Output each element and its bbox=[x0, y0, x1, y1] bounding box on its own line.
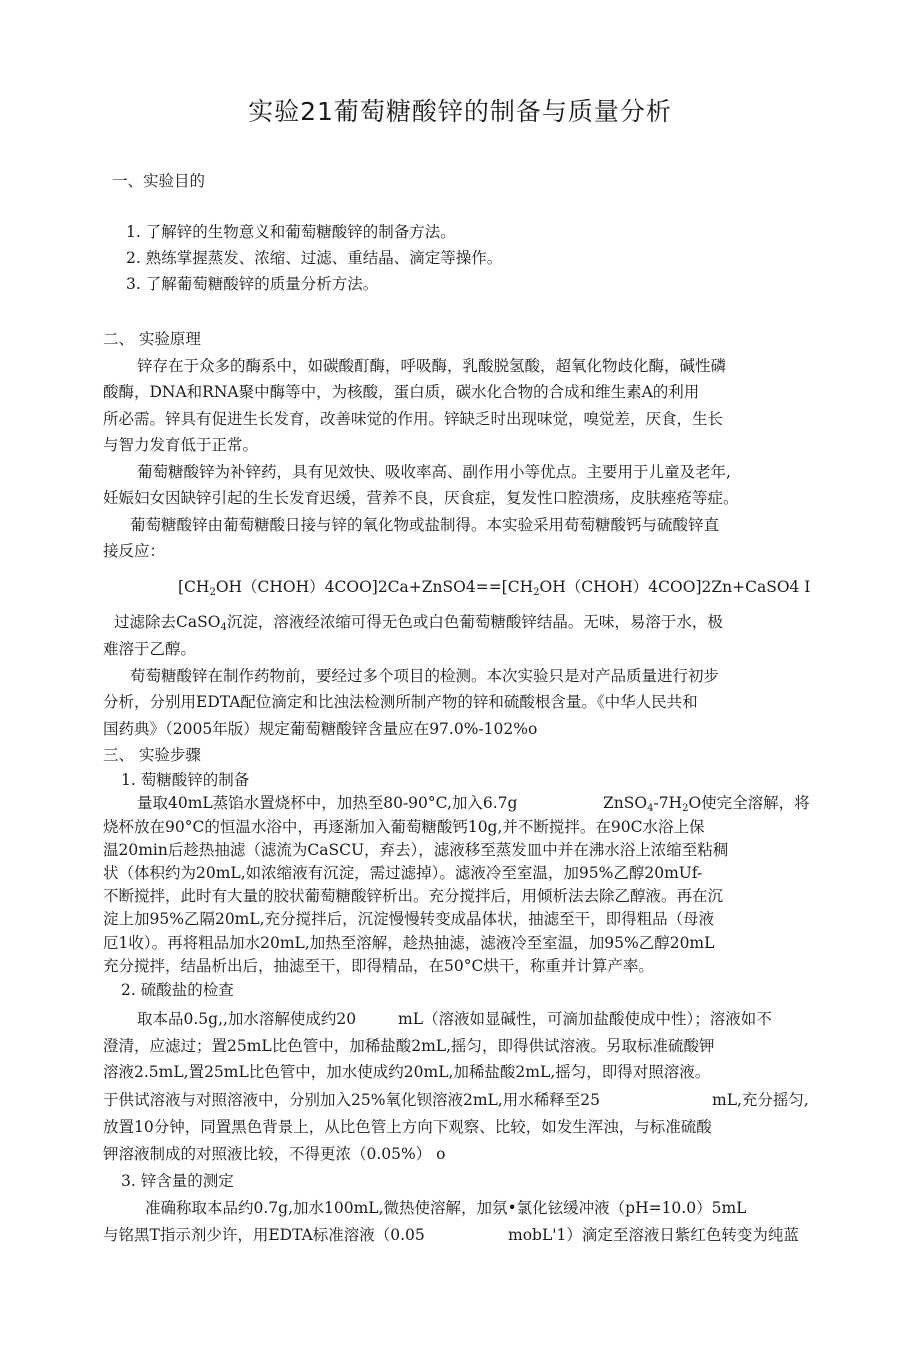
paragraph-line: 难溶于乙醇。 bbox=[103, 640, 197, 658]
objective-item: 1. 了解锌的生物意义和葡萄糖酸锌的制备方法。 bbox=[126, 223, 456, 241]
paragraph-line: 接反应： bbox=[103, 542, 166, 560]
subsection-heading: 2. 硫酸盐的检查 bbox=[121, 981, 234, 999]
paragraph-line: 过滤除去CaSO$_4$沉淀，溶液经浓缩可得无色或白色葡萄糖酸锌结晶。无味，易溶于水，极 bbox=[114, 613, 723, 633]
paragraph-line: 温20min后趁热抽滤（滤流为CaSCU，弃去），滤液移至蒸发皿中并在沸水浴上浓缩至粘稠 bbox=[103, 841, 729, 859]
paragraph-line: 放置10分钟，同置黑色背景上，从比色管上方向下观察、比较，如发生浑浊，与标准硫酸 bbox=[103, 1118, 712, 1136]
paragraph-line: mL（溶液如显碱性，可滴加盐酸使成中性）；溶液如不 bbox=[398, 1010, 772, 1028]
page-title: 实验21葡萄糖酸锌的制备与质量分析 bbox=[248, 97, 672, 126]
paragraph-line: 钾溶液制成的对照液比较，不得更浓（0.05%） o bbox=[103, 1145, 446, 1163]
paragraph-line: 与铭黑T指示剂少许，用EDTA标准溶液（0.05 bbox=[103, 1226, 425, 1244]
paragraph-line: $ZnSO_4-7H_2O$使完全溶解，将 bbox=[603, 794, 810, 814]
paragraph-line: 厄1收）。再将粗品加水20mL,加热至溶解，趁热抽滤，滤液冷至室温，加95%乙醇20mL bbox=[103, 934, 715, 952]
paragraph-line: 淀上加95%乙隔20mL,充分搅拌后，沉淀慢慢转变成晶体状，抽滤至干，即得粗品（母液 bbox=[103, 910, 715, 928]
section-heading-procedure: 三、 实验步骤 bbox=[103, 746, 201, 764]
paragraph-line: 国药典》（2005年版）规定葡萄糖酸锌含量应在97.0%-102%o bbox=[103, 720, 538, 738]
section-heading-principle: 二、 实验原理 bbox=[103, 330, 201, 348]
paragraph-line: 荀萄糖酸锌在制作药物前，要经过多个项目的检测。本次实验只是对产品质量进行初步 bbox=[130, 667, 720, 685]
paragraph-line: 充分搅拌，结晶析出后，抽滤至干，即得精品，在50°C烘干，称重并计算产率。 bbox=[103, 957, 654, 975]
paragraph-line: 溶液2.5mL,置25mL比色管中，加水使成约20mL,加稀盐酸2mL,摇匀，即得对照溶液。 bbox=[103, 1063, 711, 1081]
paragraph-line: 葡萄糖酸锌为补锌药，具有见效快、吸收率高、副作用小等优点。主要用于儿童及老年, bbox=[137, 463, 731, 481]
subsection-heading: 1. 萄糖酸锌的制备 bbox=[121, 771, 250, 789]
paragraph-line: 烧杯放在90°C的恒温水浴中，再逐渐加入葡萄糖酸钙10g,并不断搅拌。在90C水浴上保 bbox=[103, 818, 705, 836]
paragraph-line: 葡萄糖酸锌由葡萄糖酸日接与锌的氧化物或盐制得。本实验采用荀萄糖酸钙与硫酸锌直 bbox=[130, 516, 720, 534]
paragraph-line: 量取40mL蒸馅水置烧杯中，加热至80-90°C,加入6.7g bbox=[137, 794, 518, 812]
paragraph-line: 妊娠妇女因缺锌引起的生长发育迟缓，营养不良，厌食症，复发性口腔溃疡，皮肤痤疮等症。 bbox=[103, 489, 739, 507]
paragraph-line: 准确称取本品约0.7g,加水100mL,微热使溶解，加氛•氯化铉缓冲液（pH=10.0）5mL bbox=[145, 1199, 747, 1217]
objective-item: 2. 熟练掌握蒸发、浓缩、过滤、重结晶、滴定等操作。 bbox=[126, 249, 503, 267]
paragraph-line: 酸酶，DNA和RNA聚中酶等中，为核酸，蛋白质，碳水化合物的合成和维生素A的利用 bbox=[103, 383, 700, 401]
paragraph-line: 不断搅拌，此时有大量的胶状葡萄糖酸锌析出。充分搅拌后，用倾析法去除乙醇液。再在沉 bbox=[103, 887, 724, 905]
paragraph-line: 与智力发育低于正常。 bbox=[103, 436, 259, 454]
paragraph-line: 状（体积约为20mL,如浓缩液有沉淀，需过滤掉）。滤液冷至室温，加95%乙醇20mUf- bbox=[103, 864, 703, 882]
objective-item: 3. 了解葡萄糖酸锌的质量分析方法。 bbox=[126, 275, 379, 293]
paragraph-line: 于供试溶液与对照溶液中，分别加入25%氧化钡溶液2mL,用水稀释至25 bbox=[103, 1091, 600, 1109]
paragraph-line: mL,充分摇匀, bbox=[712, 1091, 809, 1109]
paragraph-line: mobL'1）滴定至溶液日紫红色转变为纯蓝 bbox=[508, 1226, 799, 1244]
paragraph-line: 取本品0.5g,,加水溶解使成约20 bbox=[137, 1010, 357, 1028]
paragraph-line: 所必需。锌具有促进生长发育，改善味觉的作用。锌缺乏时出现味觉，嗅觉差，厌食，生长 bbox=[103, 410, 724, 428]
reaction-equation: $[CH_2OH(CHOH)4COO]2Ca+ZnSO4==[CH_2OH(CHOH)4COO]2Zn+CaSO4$ I bbox=[178, 578, 811, 598]
subsection-heading: 3. 锌含量的测定 bbox=[121, 1172, 234, 1190]
section-heading-objectives: 一、实验目的 bbox=[112, 172, 206, 190]
paragraph-line: 锌存在于众多的酶系中，如碳酸酊酶，呼吸酶，乳酸脱氢酸，超氧化物歧化酶，碱性磷 bbox=[137, 357, 727, 375]
paragraph-line: 澄清，应滤过；置25mL比色管中，加稀盐酸2mL,摇匀，即得供试溶液。另取标准硫酸钾 bbox=[103, 1037, 715, 1055]
paragraph-line: 分析，分别用EDTA配位滴定和比浊法检测所制产物的锌和硫酸根含量。《中华人民共和 bbox=[103, 693, 698, 711]
